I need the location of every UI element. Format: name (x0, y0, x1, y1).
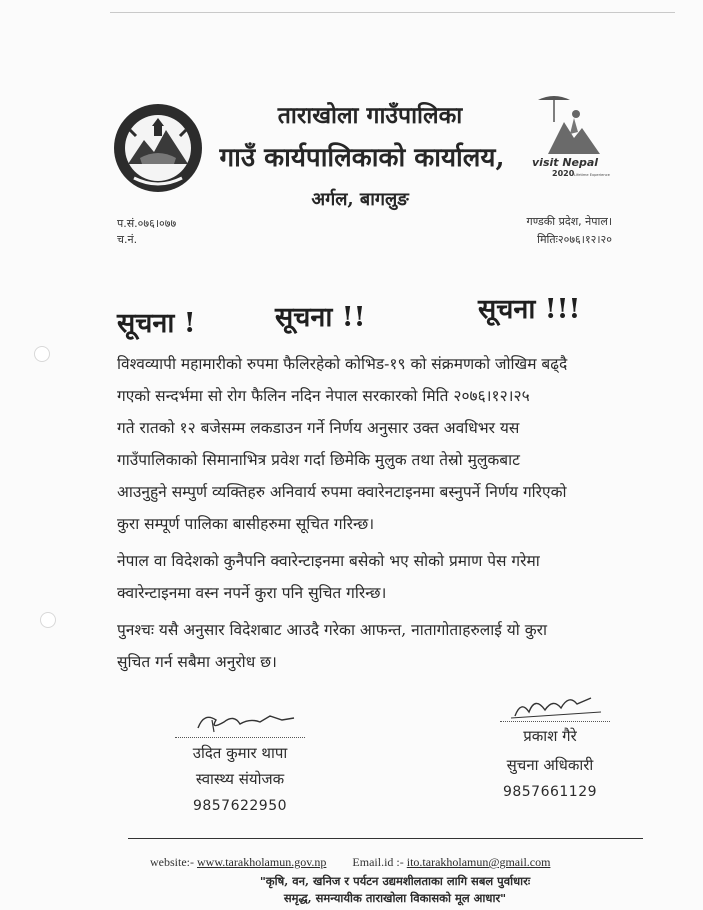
punch-hole-bottom (40, 612, 56, 628)
office-address: अर्गल, बागलुङ (311, 189, 409, 210)
website-link[interactable]: www.tarakholamun.gov.np (197, 855, 327, 869)
paragraph-line: विश्वव्यापी महामारीको रुपमा फैलिरहेको कोभिड-१९ को संक्रमणको जोखिम बढ्दै (117, 355, 568, 373)
right-signature-icon (505, 690, 605, 722)
notice-heading-3: सूचना !!! (478, 294, 581, 325)
left-signatory-name: उदित कुमार थापा (192, 744, 288, 762)
left-signature-line (175, 737, 305, 738)
footer-rule (128, 838, 643, 839)
right-signatory-name: प्रकाश गैरे (523, 727, 577, 745)
reference-number: प.सं.०७६।०७७ (117, 217, 177, 230)
visit-nepal-logo-icon (530, 92, 610, 180)
paragraph-line: सुचित गर्न सबैमा अनुरोध छ। (117, 653, 277, 671)
paragraph-line: गाउँपालिकाको सिमानाभित्र प्रवेश गर्दा छिमेकि मुलुक तथा तेस्रो मुलुकबाट (117, 451, 520, 469)
footer-slogan-line-1: "कृषि, वन, खनिज र पर्यटन उद्यमशीलताका लागि सबल पुर्वाधारः (259, 874, 531, 888)
visit-nepal-tagline: Lifetime Experiences (574, 173, 610, 177)
right-signatory-phone: 9857661129 (502, 784, 598, 800)
right-signatory-designation: सुचना अधिकारी (506, 756, 594, 774)
paragraph-line: आउनुहुने सम्पुर्ण व्यक्तिहरु अनिवार्य रुपमा क्वारेनटाइनमा बस्नुपर्ने निर्णय गरिएको (117, 483, 567, 501)
visit-nepal-year: 2020 (552, 169, 575, 178)
email-link[interactable]: ito.tarakholamun@gmail.com (406, 855, 551, 869)
notice-heading-1: सूचना ! (117, 308, 196, 339)
paragraph-3 (117, 614, 635, 678)
paragraph-2 (117, 545, 635, 609)
notice-heading-2: सूचना !! (275, 302, 366, 333)
email-label: Email.id :- (352, 855, 404, 869)
paragraph-line: पुनश्चः यसै अनुसार विदेशबाट आउदै गरेका आफन्त, नातागोताहरुलाई यो कुरा (117, 621, 547, 639)
paragraph-line: गएको सन्दर्भमा सो रोग फैलिन नदिन नेपाल सरकारको मिति २०७६।१२।२५ (117, 387, 530, 405)
top-rule (110, 12, 675, 13)
left-signatory-phone: 9857622950 (192, 798, 288, 814)
paragraph-line: गते रातको १२ बजेसम्म लकडाउन गर्ने निर्णय अनुसार उक्त अवधिभर यस (117, 419, 520, 437)
visit-nepal-wordmark: visit Nepal (532, 156, 599, 169)
office-name: ताराखोला गाउँपालिका (277, 102, 463, 129)
punch-hole-top (34, 346, 50, 362)
province-label: गण्डकी प्रदेश, नेपाल। (526, 215, 612, 228)
office-title: गाउँ कार्यपालिकाको कार्यालय, (219, 143, 505, 173)
paragraph-line: क्वारेन्टाइनमा वस्न नपर्ने कुरा पनि सुचित गरिन्छ। (117, 584, 387, 602)
notice-date: मितिः२०७६।१२।२० (537, 233, 612, 246)
paragraph-line: कुरा सम्पूर्ण पालिका बासीहरुमा सूचित गरिन्छ। (117, 515, 375, 533)
footer-contact (150, 855, 640, 870)
footer-slogan-line-2: समृद्ध, समन्यायीक ताराखोला विकासको मूल आधार" (283, 891, 507, 905)
right-signature-line (500, 721, 610, 722)
paragraph-1 (117, 348, 635, 540)
left-signatory-designation: स्वास्थ्य संयोजक (195, 770, 285, 788)
website-label: website:- (150, 855, 194, 869)
paragraph-line: नेपाल वा विदेशको कुनैपनि क्वारेन्टाइनमा बसेको भए सोको प्रमाण पेस गरेमा (117, 552, 540, 570)
nepal-emblem-icon (110, 100, 206, 196)
left-signature-icon (190, 708, 300, 736)
dispatch-number: च.नं. (117, 233, 138, 246)
